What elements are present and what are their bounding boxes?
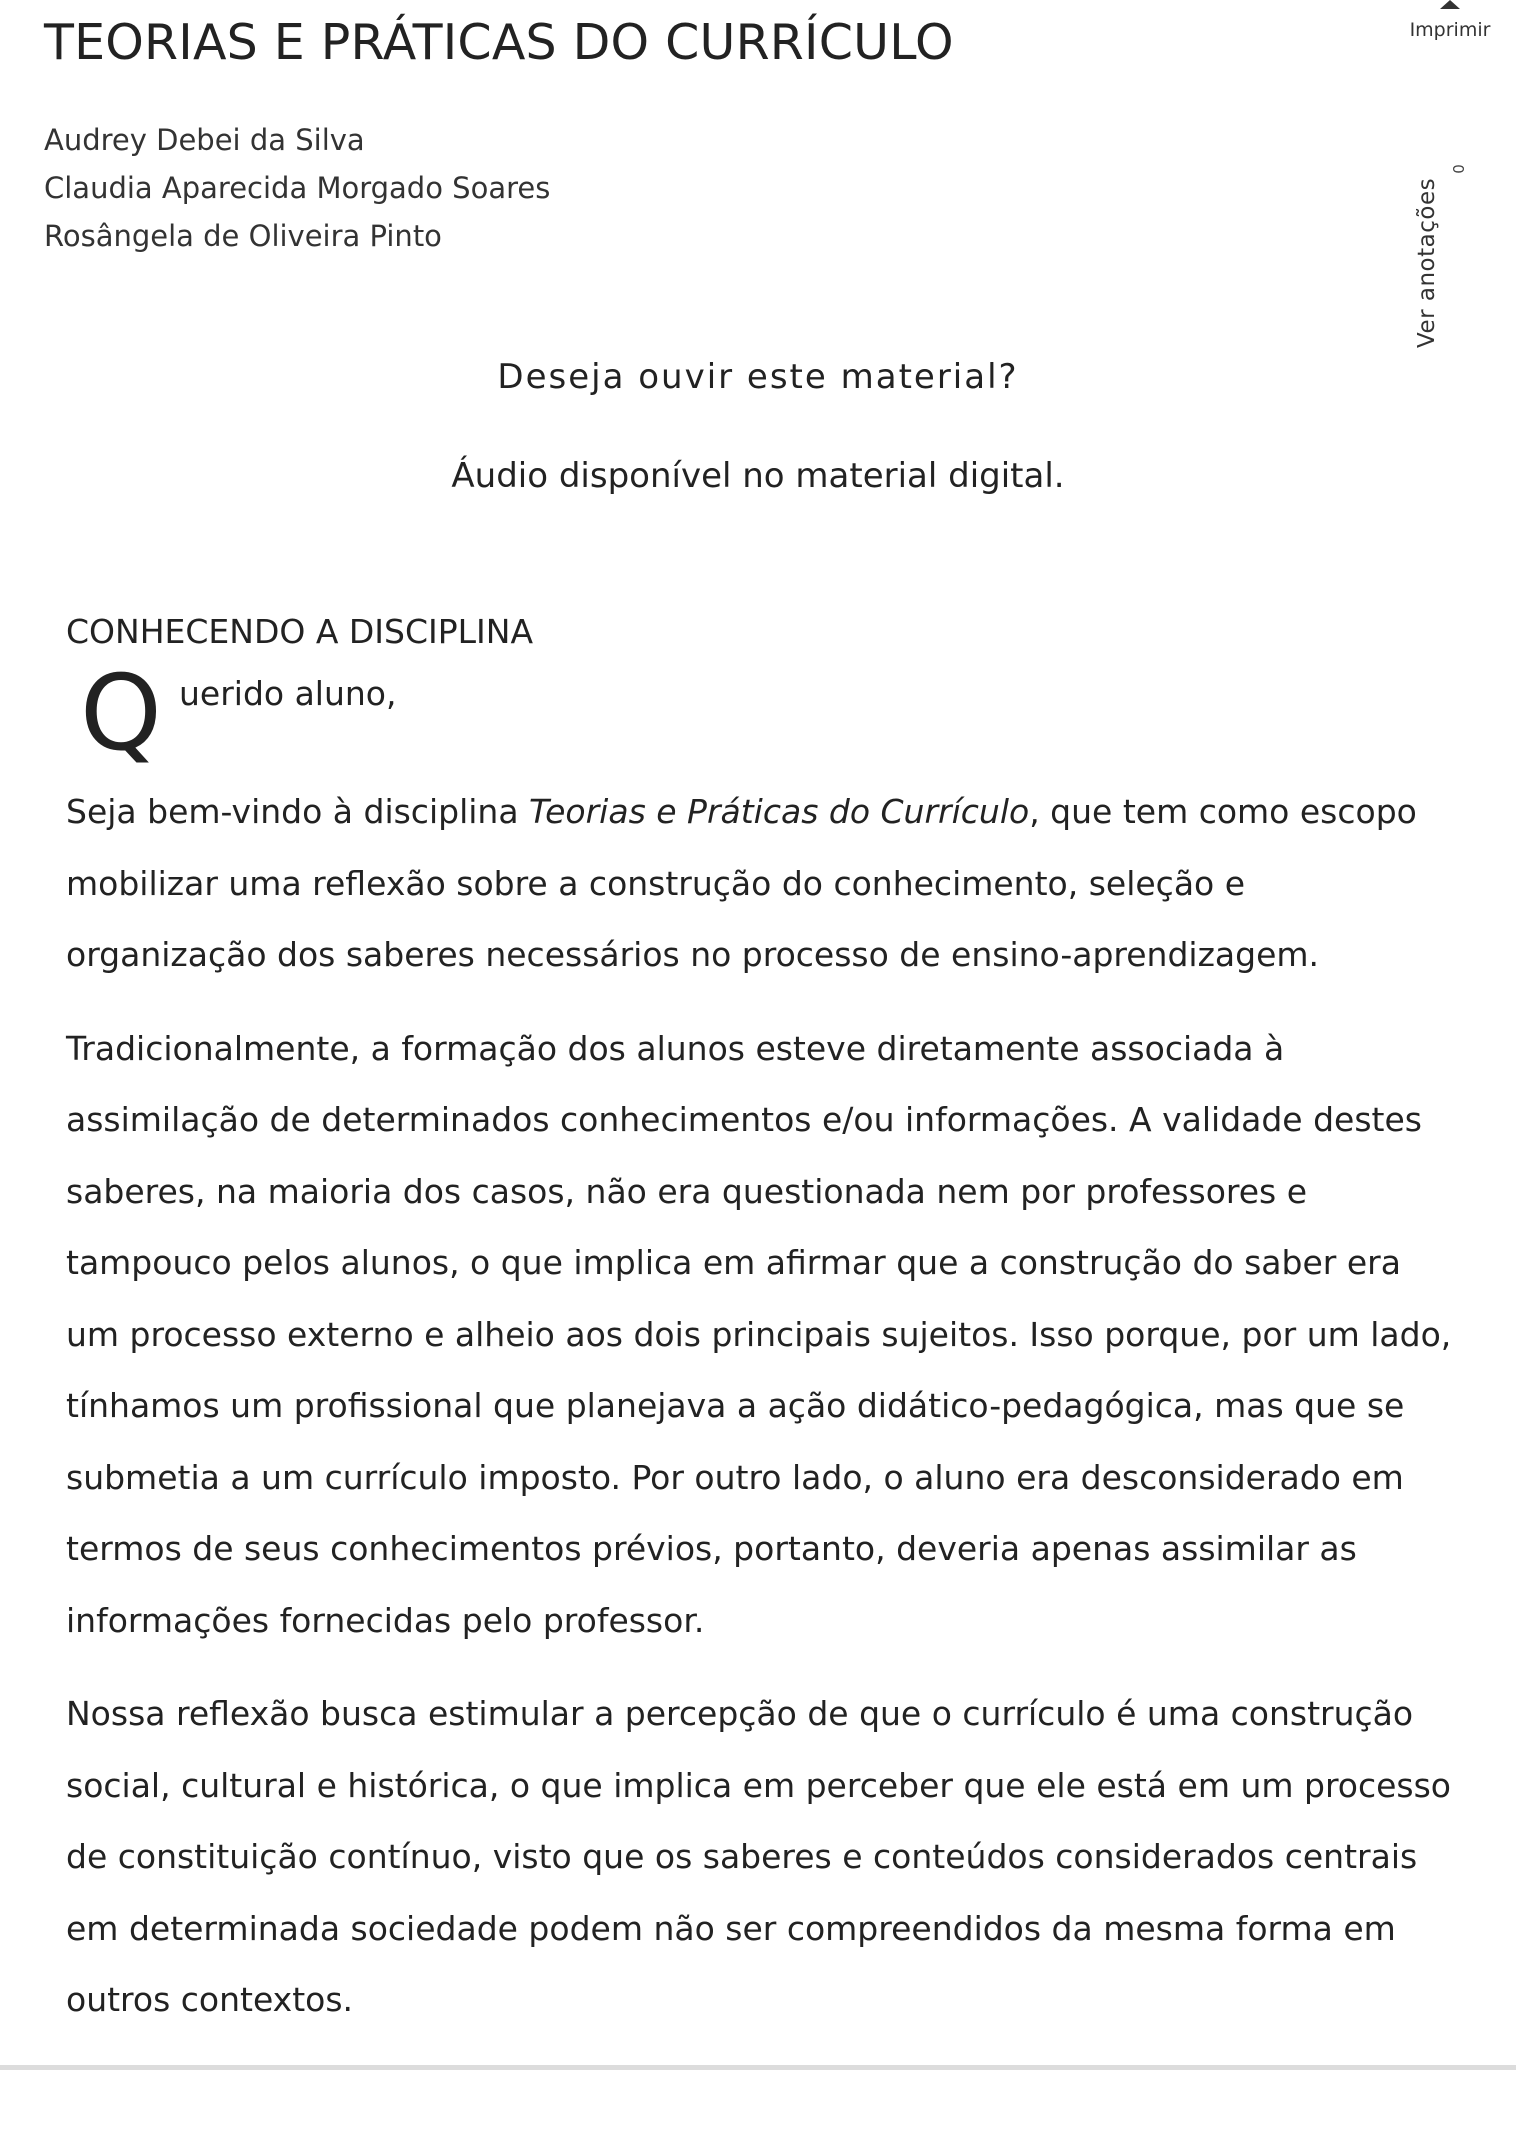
- paragraph-intro: [66, 776, 1456, 991]
- author-list: [44, 116, 550, 260]
- view-notes-button[interactable]: Ver anotações: [1414, 177, 1440, 348]
- section-heading: CONHECENDO A DISCIPLINA: [66, 612, 534, 651]
- author-name: Audrey Debei da Silva: [44, 123, 365, 157]
- main-content: [66, 610, 1456, 2058]
- paragraph-intro-start: Seja bem-vindo à disciplina: [66, 792, 530, 831]
- print-button[interactable]: [1390, 0, 1510, 41]
- page-divider: [0, 2065, 1516, 2070]
- document-title: TEORIAS E PRÁTICAS DO CURRÍCULO: [44, 14, 954, 71]
- author-name: Rosângela de Oliveira Pinto: [44, 219, 442, 253]
- paragraph-traditional: Tradicionalmente, a formação dos alunos esteve diretamente associada à assimilação de determinados conhecimentos e/ou informações. A validade destes saberes, na maioria dos casos, não era questionada nem por professores e tampouco pelos alunos, o que implica em afirmar que a construção do saber era um processo externo e alheio aos dois principais sujeitos. Isso porque, por um lado, tínhamos um profissional que planejava a ação didático-pedagógica, mas que se submetia a um currículo imposto. Por outro lado, o aluno era desconsiderado em termos de seus conhecimentos prévios, portanto, deveria apenas assimilar as informações fornecidas pelo professor.: [66, 1028, 1452, 1640]
- audio-availability: Áudio disponível no material digital.: [451, 456, 1065, 496]
- paragraph-reflection: Nossa reflexão busca estimular a percepção de que o currículo é uma construção social, cultural e histórica, o que implica em perceber que ele está em um processo de constituição contínuo, visto que os saberes e conteúdos considerados centrais em determinada sociedade podem não ser compreendidos da mesma forma em outros contextos.: [66, 1694, 1452, 2019]
- annotation-count: 0: [1450, 164, 1469, 174]
- greeting-text: uerido aluno,: [179, 674, 397, 713]
- paragraph-intro-end: , que tem como escopo mobilizar uma reflexão sobre a construção do conhecimento, seleção e organização dos saberes necessários no processo de ensino-aprendizagem.: [66, 792, 1417, 974]
- print-arrow-icon: [1440, 0, 1460, 9]
- print-label: Imprimir: [1409, 19, 1491, 41]
- audio-prompt: Deseja ouvir este material?: [497, 357, 1019, 397]
- drop-cap: Q: [80, 652, 162, 774]
- author-name: Claudia Aparecida Morgado Soares: [44, 171, 551, 205]
- course-name-italic: Teorias e Práticas do Currículo: [529, 792, 1030, 831]
- greeting: [66, 652, 1456, 776]
